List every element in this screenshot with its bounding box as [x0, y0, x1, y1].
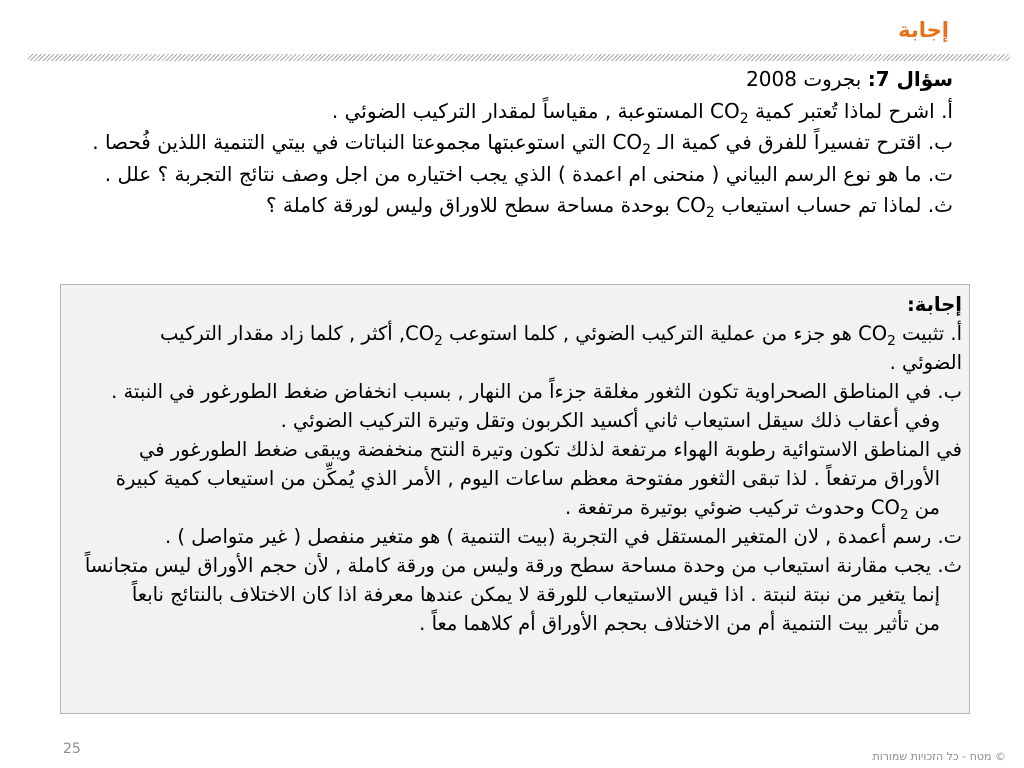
answer-th-line2: إنما يتغير من نبتة لنبتة . اذا قيس الاستيعاب للورقة لا يمكن عندها معرفة اذا كان الاختلاف بالنتائج نابعاً — [131, 583, 940, 606]
question-part-b — [33, 127, 953, 159]
hatched-divider — [28, 54, 1010, 61]
question-source: بجروت 2008 — [746, 67, 868, 91]
answer-th-line3: من تأثير بيت التنمية أم من الاختلاف بحجم الأوراق أم كلاهما معاً . — [419, 612, 940, 635]
answer-a-line2: الضوئي . — [889, 351, 962, 374]
answer-a-line1: أ. تثبيت $CO_2$ هو جزء من عملية التركيب الضوئي , كلما استوعب $CO_2$, أكثر , كلما زاد مقدار التركيب — [160, 322, 962, 349]
answer-c-line3: من $CO_2$ وحدوث تركيب ضوئي بوتيرة مرتفعة . — [565, 496, 940, 523]
question-block — [33, 64, 953, 222]
answer-label: إجابة: — [906, 293, 962, 316]
question-text: ت. ما هو نوع الرسم البياني ( منحنى ام اعمدة ) الذي يجب اختياره من اجل وصف نتائج التجربة ؟ علل . — [104, 161, 953, 186]
question-part-th — [33, 190, 953, 222]
copyright-notice: © מטח - כל הזכויות שמורות — [872, 750, 1006, 763]
question-text: التي استوعبتها مجموعتا النباتات في بيتي التنمية اللذين فُحصا . — [92, 130, 613, 154]
co2-formula: $CO_2$ — [612, 130, 652, 158]
question-text: ب. اقترح تفسيراً للفرق في كمية الـ — [651, 130, 953, 154]
answer-c-line1: في المناطق الاستوائية رطوبة الهواء مرتفعة لذلك تكون وتيرة النتح منخفضة ويبقى ضغط الطورغور في — [138, 438, 962, 461]
question-part-a — [33, 96, 953, 128]
page-title: إجابة — [898, 18, 949, 42]
page-number: 25 — [63, 741, 81, 757]
co2-formula: $CO_2$ — [870, 496, 909, 523]
answer-c-line2: الأوراق مرتفعاً . لذا تبقى الثغور مفتوحة معظم ساعات اليوم , الأمر الذي يُمكِّن من استيعاب كمية كبيرة — [115, 467, 940, 490]
answer-b-line1: ب. في المناطق الصحراوية تكون الثغور مغلقة جزءاً من النهار , بسبب انخفاض ضغط الطورغور في النبتة . — [111, 380, 962, 403]
question-heading — [33, 64, 953, 96]
question-text: أ. اشرح لماذا تُعتبر كمية — [748, 98, 953, 123]
question-part-t — [33, 159, 953, 191]
question-text: المستوعبة , مقياساً لمقدار التركيب الضوئي . — [331, 98, 711, 123]
co2-formula: $CO_2$ — [858, 322, 896, 349]
co2-formula: $CO_2$ — [676, 193, 715, 221]
answer-th-line1: ث. يجب مقارنة استيعاب من وحدة مساحة سطح ورقة وليس من ورقة كاملة , لأن حجم الأوراق ليس متجانساً — [84, 554, 962, 577]
answer-t-line: ت. رسم أعمدة , لان المتغير المستقل في التجربة (بيت التنمية ) هو متغير منفصل ( غير متواصل ) . — [164, 525, 962, 548]
question-text: بوحدة مساحة سطح للاوراق وليس لورقة كاملة ؟ — [265, 193, 677, 217]
answer-b-line2: وفي أعقاب ذلك سيقل استيعاب ثاني أكسيد الكربون وتقل وتيرة التركيب الضوئي . — [280, 409, 940, 432]
co2-formula: $CO_2$ — [405, 322, 443, 349]
answer-block — [70, 290, 962, 638]
question-text: ث. لماذا تم حساب استيعاب — [714, 193, 953, 217]
question-number: سؤال 7: — [867, 67, 953, 91]
co2-formula: $CO_2$ — [710, 98, 749, 127]
